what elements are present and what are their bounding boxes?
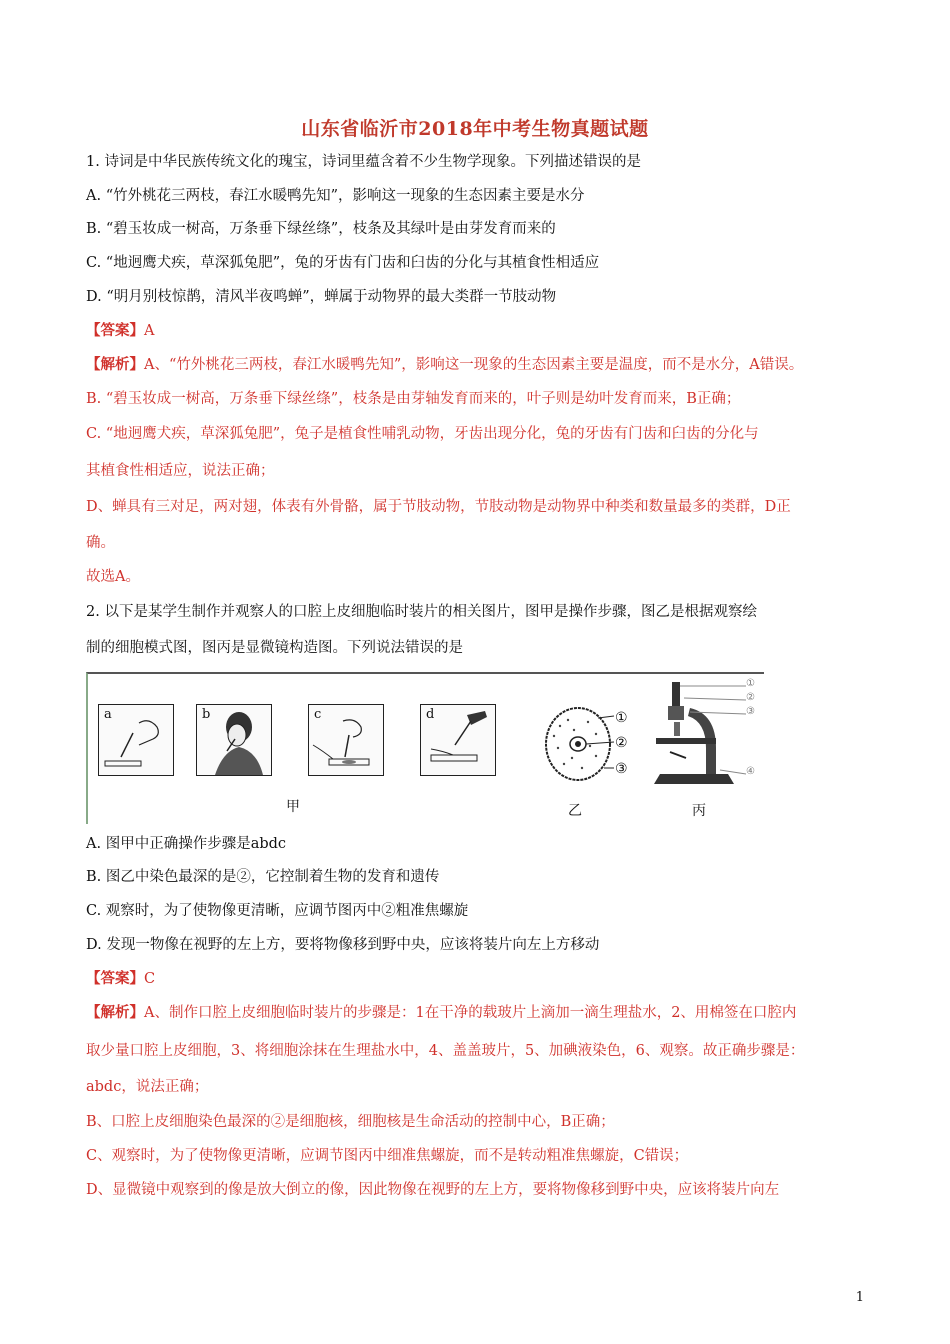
q2-option-b: B. 图乙中染色最深的是②，它控制着生物的发育和遗传 — [86, 869, 440, 885]
q2-explanation-a1 — [86, 1003, 876, 1023]
q2-exp-label: 【解析】 — [86, 1004, 144, 1021]
scope-mark-2: ② — [746, 692, 755, 703]
caption-bing: 丙 — [692, 803, 706, 819]
scope-mark-4: ④ — [746, 766, 755, 777]
q1-explanation-d1: D、蝉具有三对足，两对翅，体表有外骨骼，属于节肢动物，节肢动物是动物界中种类和数量最多的类群，D正 — [86, 499, 791, 515]
q1-option-a: A. “竹外桃花三两枝，春江水暖鸭先知”，影响这一现象的生态因素主要是水分 — [86, 188, 585, 204]
panel-c-label: c — [314, 707, 322, 722]
q1-option-d: D. “明月别枝惊鹊，清风半夜鸣蝉”，蝉属于动物界的最大类群一节肢动物 — [86, 289, 557, 305]
q2-option-d: D. 发现一物像在视野的左上方，要将物像移到野中央，应该将装片向左上方移动 — [86, 937, 600, 953]
panel-b-label: b — [202, 707, 211, 722]
q2-answer — [86, 969, 876, 989]
cell-mark-2: ② — [615, 735, 628, 751]
q2-figure — [86, 672, 764, 824]
scope-mark-3: ③ — [746, 706, 755, 717]
q2-explanation-a3: abdc，说法正确； — [86, 1079, 209, 1095]
q2-explanation-c: C、观察时，为了使物像更清晰，应调节图丙中细准焦螺旋，而不是转动粗准焦螺旋，C错误； — [86, 1148, 689, 1164]
q2-stem-2: 制的细胞模式图，图丙是显微镜构造图。下列说法错误的是 — [86, 640, 463, 656]
q1-exp1-text: A、“竹外桃花三两枝，春江水暖鸭先知”，影响这一现象的生态因素主要是温度，而不是水分，A错误。 — [144, 357, 804, 373]
q2-answer-label: 【答案】 — [86, 970, 144, 987]
q2-explanation-d: D、显微镜中观察到的像是放大倒立的像，因此物像在视野的左上方，要将物像移到野中央，应该将装片向左 — [86, 1182, 780, 1198]
q1-answer — [86, 321, 876, 341]
caption-jia: 甲 — [286, 799, 300, 815]
q1-explanation-b: B. “碧玉妆成一树高，万条垂下绿丝绦”，枝条是由芽轴发育而来的，叶子则是幼叶发育而来，B正确； — [86, 391, 741, 407]
cell-mark-3: ③ — [615, 761, 628, 777]
q2-stem-1: 2. 以下是某学生制作并观察人的口腔上皮细胞临时装片的相关图片，图甲是操作步骤，图乙是根据观察绘 — [86, 604, 757, 620]
q2-answer-value: C — [144, 971, 156, 987]
q2-explanation-a2: 取少量口腔上皮细胞，3、将细胞涂抹在生理盐水中，4、盖盖玻片，5、加碘液染色，6、观察。故正确步骤是： — [86, 1043, 805, 1059]
panel-a — [98, 704, 174, 776]
q2-explanation-b: B、口腔上皮细胞染色最深的②是细胞核，细胞核是生命活动的控制中心，B正确； — [86, 1114, 615, 1130]
scope-mark-1: ① — [746, 678, 755, 689]
page-number: 1 — [855, 1290, 864, 1305]
q1-conclusion: 故选A。 — [86, 569, 140, 585]
q1-explanation-a — [86, 355, 876, 375]
q1-option-c: C. “地迥鹰犬疾，草深狐兔肥”，兔的牙齿有门齿和臼齿的分化与其植食性相适应 — [86, 255, 600, 271]
panel-b — [196, 704, 272, 776]
q1-explanation-d2: 确。 — [86, 535, 115, 551]
q1-stem: 1. 诗词是中华民族传统文化的瑰宝，诗词里蕴含着不少生物学现象。下列描述错误的是 — [86, 154, 641, 170]
q1-explanation-c2: 其植食性相适应，说法正确； — [86, 463, 275, 479]
panel-d-label: d — [426, 707, 435, 722]
q2-exp1a-text: A、制作口腔上皮细胞临时装片的步骤是：1在干净的载玻片上滴加一滴生理盐水，2、用棉签在口腔内 — [144, 1005, 797, 1021]
panel-a-label: a — [104, 707, 112, 722]
q2-option-a: A. 图甲中正确操作步骤是abdc — [86, 836, 287, 852]
page-title: 山东省临沂市2018年中考生物真题试题 — [301, 118, 649, 140]
q1-answer-value: A — [144, 323, 155, 339]
q2-option-c: C. 观察时，为了使物像更清晰，应调节图丙中②粗准焦螺旋 — [86, 903, 469, 919]
panel-d — [420, 704, 496, 776]
q1-explanation-c1: C. “地迥鹰犬疾，草深狐兔肥”，兔子是植食性哺乳动物，牙齿出现分化，兔的牙齿有门齿和臼齿的分化与 — [86, 426, 759, 442]
panel-c — [308, 704, 384, 776]
q1-option-b: B. “碧玉妆成一树高，万条垂下绿丝绦”，枝条及其绿叶是由芽发育而来的 — [86, 221, 556, 237]
q1-exp-label: 【解析】 — [86, 356, 144, 373]
cell-mark-1: ① — [615, 710, 628, 726]
q1-answer-label: 【答案】 — [86, 322, 144, 339]
microscope-diagram — [650, 678, 760, 798]
caption-yi: 乙 — [568, 803, 582, 819]
